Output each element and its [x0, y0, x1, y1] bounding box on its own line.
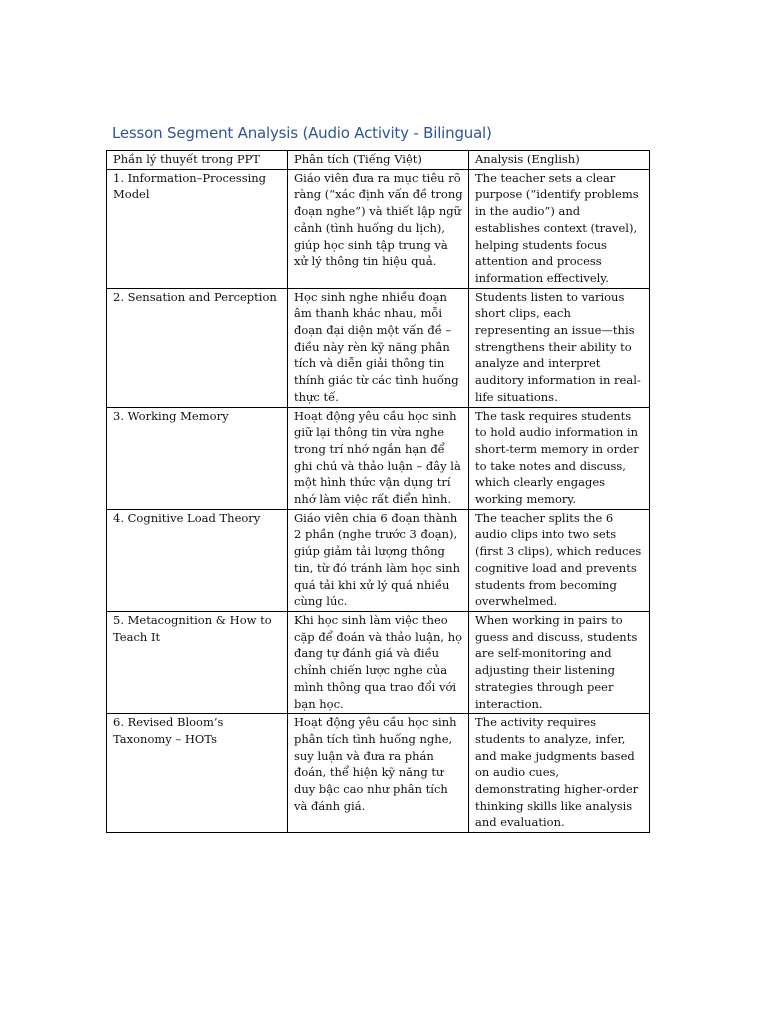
cell-vietnamese: Khi học sinh làm việc theo cặp để đoán và thảo luận, họ đang tự đánh giá và điều chỉnh chiến lược nghe của mình thông qua trao đổi với bạn học. [288, 611, 469, 713]
table-row [107, 509, 650, 611]
table-row [107, 714, 650, 833]
cell-english: The activity requires students to analyze, infer, and make judgments based on audio cues, demonstrating higher-order thinking skills like analysis and evaluation. [469, 714, 650, 833]
cell-theory: 4. Cognitive Load Theory [107, 509, 288, 611]
header-english: Analysis (English) [469, 151, 650, 170]
analysis-table [106, 150, 650, 833]
document-title: Lesson Segment Analysis (Audio Activity - Bilingual) [112, 124, 492, 142]
cell-english: The task requires students to hold audio information in short-term memory in order to take notes and discuss, which clearly engages working memory. [469, 407, 650, 509]
header-vietnamese: Phân tích (Tiếng Việt) [288, 151, 469, 170]
table-row [107, 169, 650, 288]
cell-vietnamese: Hoạt động yêu cầu học sinh giữ lại thông tin vừa nghe trong trí nhớ ngắn hạn để ghi chú và thảo luận – đây là một hình thức vận dụng trí nhớ làm việc rất điển hình. [288, 407, 469, 509]
cell-vietnamese: Giáo viên chia 6 đoạn thành 2 phần (nghe trước 3 đoạn), giúp giảm tải lượng thông tin, từ đó tránh làm học sinh quá tải khi xử lý quá nhiều cùng lúc. [288, 509, 469, 611]
cell-english: When working in pairs to guess and discuss, students are self-monitoring and adjusting their listening strategies through peer interaction. [469, 611, 650, 713]
cell-english: The teacher splits the 6 audio clips into two sets (first 3 clips), which reduces cognitive load and prevents students from becoming overwhelmed. [469, 509, 650, 611]
table-row [107, 611, 650, 713]
cell-vietnamese: Hoạt động yêu cầu học sinh phân tích tình huống nghe, suy luận và đưa ra phán đoán, thể hiện kỹ năng tư duy bậc cao như phân tích và đánh giá. [288, 714, 469, 833]
cell-theory: 3. Working Memory [107, 407, 288, 509]
header-theory: Phần lý thuyết trong PPT [107, 151, 288, 170]
cell-english: The teacher sets a clear purpose (“identify problems in the audio”) and establishes context (travel), helping students focus attention and process information effectively. [469, 169, 650, 288]
cell-theory: 2. Sensation and Perception [107, 288, 288, 407]
cell-theory: 1. Information–Processing Model [107, 169, 288, 288]
table-row [107, 288, 650, 407]
cell-theory: 5. Metacognition & How to Teach It [107, 611, 288, 713]
cell-english: Students listen to various short clips, each representing an issue—this strengthens their ability to analyze and interpret auditory information in real-life situations. [469, 288, 650, 407]
cell-vietnamese: Học sinh nghe nhiều đoạn âm thanh khác nhau, mỗi đoạn đại diện một vấn đề – điều này rèn kỹ năng phân tích và diễn giải thông tin thính giác từ các tình huống thực tế. [288, 288, 469, 407]
table-header-row [107, 151, 650, 170]
cell-vietnamese: Giáo viên đưa ra mục tiêu rõ ràng (“xác định vấn đề trong đoạn nghe”) và thiết lập ngữ cảnh (tình huống du lịch), giúp học sinh tập trung và xử lý thông tin hiệu quả. [288, 169, 469, 288]
table-row [107, 407, 650, 509]
cell-theory: 6. Revised Bloom’s Taxonomy – HOTs [107, 714, 288, 833]
